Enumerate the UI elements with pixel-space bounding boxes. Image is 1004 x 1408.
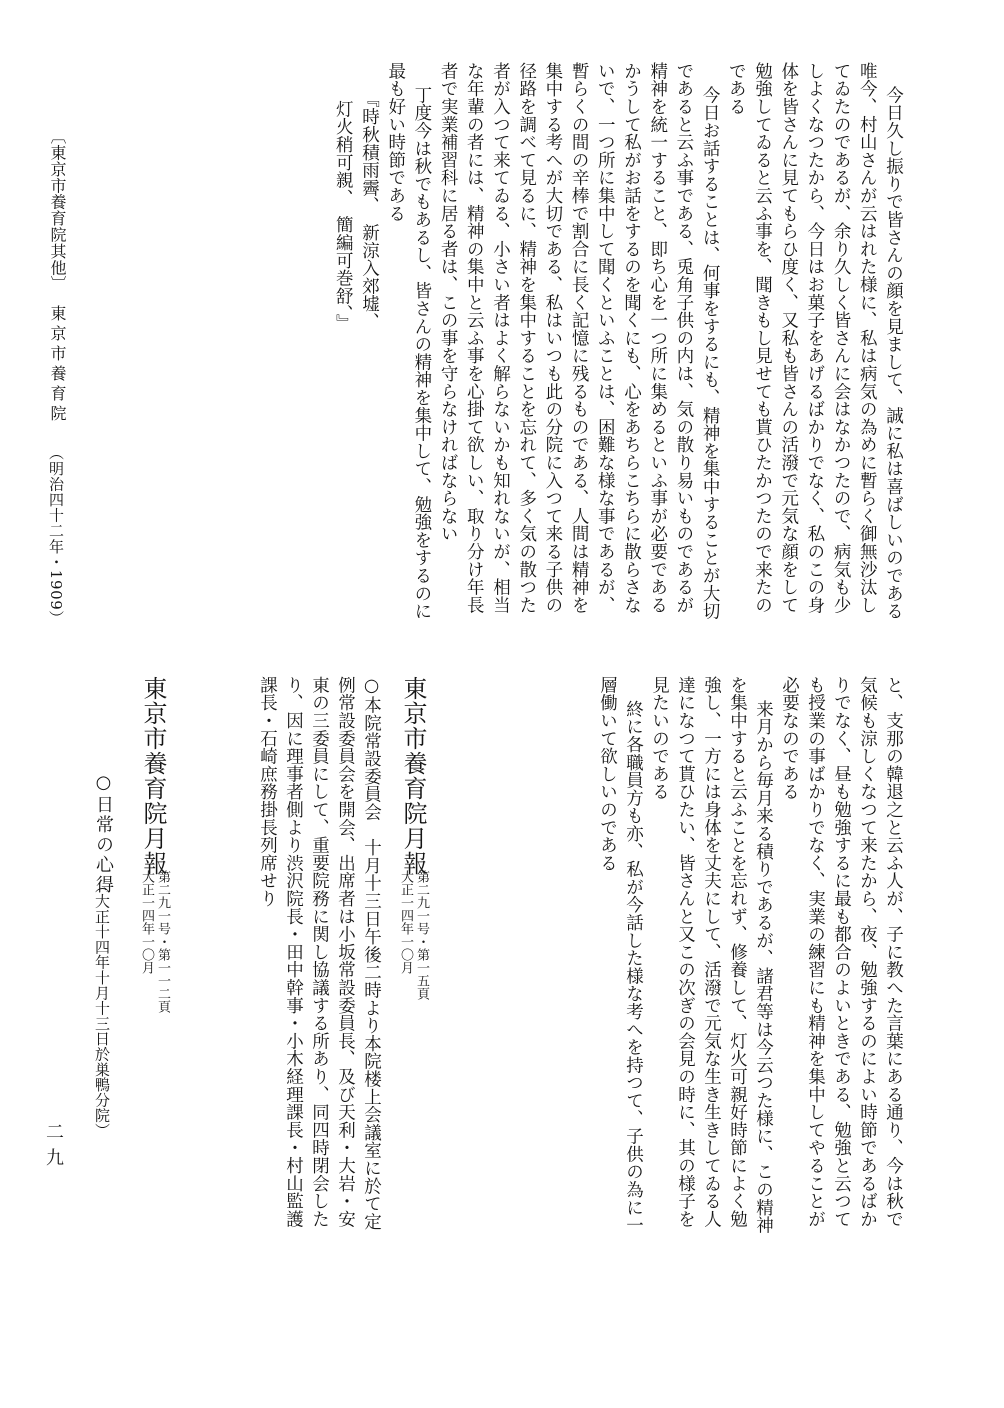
text-column: 強し、一方には身体を丈夫にして、活潑で元気な生き生きしてゐる人 <box>701 676 722 1228</box>
source-title: 東京市養育院月報 <box>399 676 427 876</box>
entry-column: 例常設委員会を開会、出席者は小坂常設委員長、及び天利・大岩・安 <box>335 676 356 1228</box>
text-column: 来月から毎月来る積りであるが、諸君等は今云つた様に、この精神 <box>753 700 774 1234</box>
text-column: 者が入つて来てゐる、小さい者はよく解らないかも知れないが、相当 <box>490 62 511 614</box>
text-column: 精神を統一すること、即ち心を一つ所に集めるといふ事が必要である <box>647 62 668 614</box>
text-column: 唯今、村山さんが云はれた様に、私は病気の為めに暫らく御無沙汰し <box>857 62 878 614</box>
text-column: てゐたのであるが、余り久しく皆さんに会はなかつたので、病気も少 <box>831 62 852 614</box>
text-column: 今日お話することは、何事をするにも、精神を集中することが大切 <box>700 86 721 620</box>
text-column: しよくなつたから、今日はお菓子をあげるばかりでなく、私のこの身 <box>804 62 825 614</box>
text-column: 暫らくの間の辛棒で割合に長く記憶に残るものである、人間は精神を <box>569 62 590 614</box>
text-column: 集中する考へが大切である、私はいつも此の分院に入つて来る子供の <box>542 62 563 614</box>
section-date-note: （大正十四年十月十三日於巣鴨分院） <box>93 878 111 1139</box>
text-column: いで、一つ所に集中して聞くといふことは、困難な様な事であるが、 <box>595 62 616 614</box>
source-ref-date: 大正一四年一〇月 <box>398 870 413 974</box>
source-ref-issue: 第二九一号・第一五頁 <box>414 870 429 1000</box>
text-column: 灯火稍可親、 簡編可巻舒、』 <box>333 100 354 332</box>
text-column: な年輩の者には、精神の集中と云ふ事を心掛て欲しい、取り分け年長 <box>464 62 485 614</box>
text-column: 『時秋積雨霽、 新涼入郊墟、 <box>359 90 380 331</box>
page-number: 二九 <box>43 1122 64 1174</box>
text-column: 最も好い時節である <box>385 62 406 223</box>
text-column: 径路を調べて見るに、精神を集中することを忘れて、多く気の散つた <box>516 62 537 614</box>
text-column: 体を皆さんに見てもらひ度く、又私も皆さんの活潑で元気な顔をして <box>778 62 799 614</box>
text-column: りでなく、昼も勉強するに最も都合のよいときである、勉強と云つて <box>831 676 852 1228</box>
text-column: を集中すると云ふことを忘れず、修養して、灯火可親好時節によく勉 <box>727 676 748 1228</box>
text-column: と、支那の韓退之と云ふ人が、子に教へた言葉にある通り、今は秋で <box>883 676 904 1228</box>
source-ref-date: 大正一四年一〇月 <box>139 870 154 974</box>
text-column: である <box>726 62 747 116</box>
text-column: 今日久し振りで皆さんの顔を見まして、誠に私は喜ばしいのである <box>883 86 904 620</box>
entry-column: ○本院常設委員会 十月十三日午後二時より本院楼上会議室に於て定 <box>361 676 382 1231</box>
entry-column: り、因に理事者側より渋沢院長・田中幹事・小木経理課長・村山監護 <box>283 676 304 1228</box>
text-column: 気候も涼しくなつて来たから、夜、勉強するのによい時節であるばか <box>857 676 878 1228</box>
source-ref-issue: 第二九一号・第一一二頁 <box>155 870 170 1013</box>
text-column: 者で実業補習科に居る者は、この事を守らなければならない <box>438 62 459 543</box>
entry-column: 東の三委員にして、重要院務に関し協議する所あり、同四時閉会した <box>309 676 330 1228</box>
entry-column: 課長・石崎庶務掛長列席せり <box>257 676 278 908</box>
text-column: 終に各職員方も亦、私が今話した様な考へを持つて、子供の為に一 <box>623 700 644 1234</box>
text-column: 見たいのである <box>649 676 670 801</box>
text-column: 層働いて欲しいのである <box>597 676 618 872</box>
text-column: かうして私がお話をするのを聞くにも、心をあちらこちらに散らさな <box>621 62 642 614</box>
text-column: 勉強してゐると云ふ事を、聞きもし見せても貰ひたかつたので来たの <box>752 62 773 614</box>
text-column: 丁度今は秋でもあるし、皆さんの精神を集中して、勉強をするのに <box>411 86 432 620</box>
publisher-label: 東京市養育院 <box>48 305 67 425</box>
text-column: 達になつて貰ひたい、皆さんと又この次ぎの会見の時に、其の様子を <box>675 676 696 1228</box>
source-date-note: （明治四十二年・1909） <box>47 445 65 626</box>
text-column: も授業の事ばかりでなく、実業の練習にも精神を集中してやることが <box>805 676 826 1228</box>
section-heading: ○日常の心得 <box>93 772 114 895</box>
source-title: 東京市養育院月報 <box>139 676 167 876</box>
text-column: であると云ふ事である、兎角子供の内は、気の散り易いものであるが <box>673 62 694 614</box>
running-label: 〔東京市養育院其他〕 <box>48 128 67 292</box>
text-column: 必要なのである <box>779 676 800 801</box>
